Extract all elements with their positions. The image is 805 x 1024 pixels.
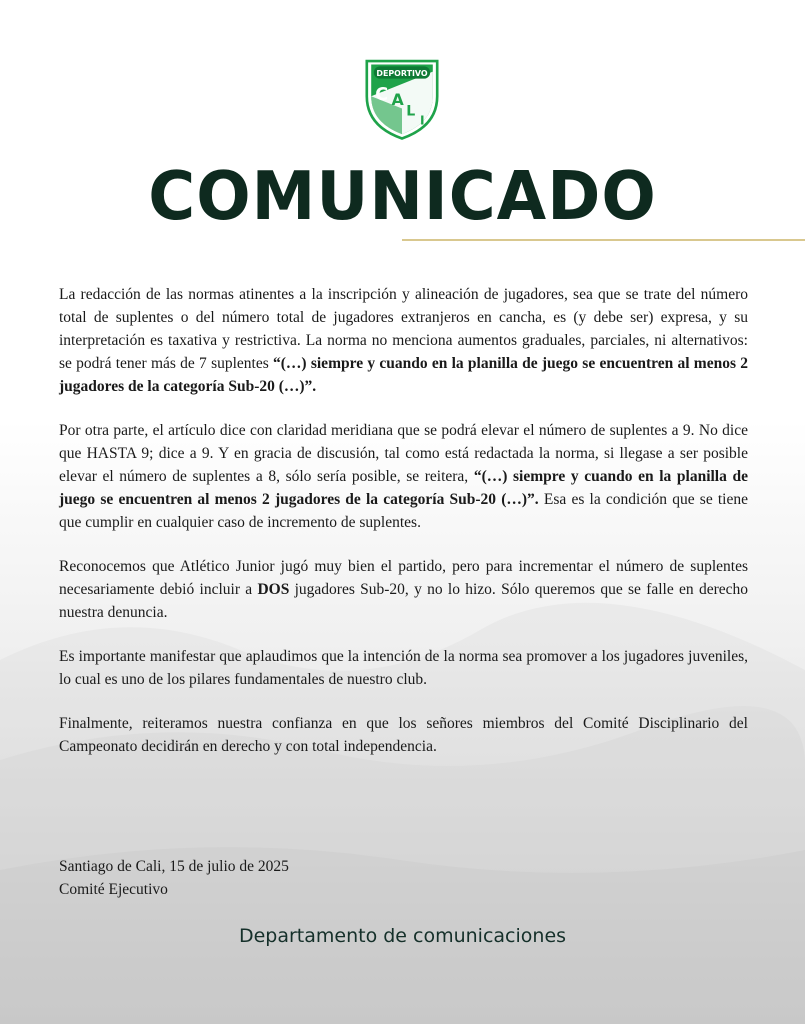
paragraph-2-text-end: Esa es la condición que se tiene que cumplir en cualquier caso de incremento de suplentes. xyxy=(59,491,749,531)
paragraph-3-text-end: jugadores Sub-20, y no lo hizo. Sólo queremos que se falle en derecho nuestra denuncia. xyxy=(59,581,748,621)
crest-letter-l: L xyxy=(406,103,416,120)
crest-letter-i: I xyxy=(419,113,425,128)
signer: Comité Ejecutivo xyxy=(59,881,168,898)
paragraph-3 xyxy=(59,555,748,624)
deportivo-cali-crest-logo xyxy=(358,54,446,142)
crest-letter-c: C xyxy=(375,84,389,105)
page-title: COMUNICADO xyxy=(148,158,657,236)
department-footer: Departamento de comunicaciones xyxy=(238,925,567,947)
paragraph-2-text: Por otra parte, el artículo dice con claridad meridiana que se podrá elevar el número de suplentes a 9. No dice que HASTA 9; dice a 9. Y en gracia de discusión, tal como está redactada la norma, si llegase a ser posible elevar el número de suplentes a 8, sólo sería posible, se reitera, xyxy=(59,422,748,485)
paragraph-1-quote: “(…) siempre y cuando en la planilla de juego se encuentren al menos 2 jugadores de la categoría Sub-20 (…)”. xyxy=(59,355,748,395)
paragraph-1-text: La redacción de las normas atinentes a la inscripción y alineación de jugadores, sea que se trate del número total de suplentes o del número total de jugadores extranjeros en cancha, es (y debe ser) expresa, y su interpretación es taxativa y restrictiva. La norma no menciona aumentos graduales, parciales, ni alternativos: se podrá tener más de 7 suplentes xyxy=(59,286,748,372)
paragraph-5-text: Finalmente, reiteramos nuestra confianza en que los señores miembros del Comité Disciplinario del Campeonato decidirán en derecho y con total independencia. xyxy=(59,715,748,755)
signature-block xyxy=(59,855,289,901)
paragraph-3-emphasis: DOS xyxy=(257,581,290,598)
crest-letter-a: A xyxy=(391,90,404,110)
paragraph-2-quote: “(…) siempre y cuando en la planilla de juego se encuentren al menos 2 jugadores de la categoría Sub-20 (…)”. xyxy=(59,468,748,508)
paragraph-4 xyxy=(59,645,748,691)
paragraph-4-text: Es importante manifestar que aplaudimos que la intención de la norma sea promover a los jugadores juveniles, lo cual es uno de los pilares fundamentales de nuestro club. xyxy=(59,648,748,688)
crest-top-text: DEPORTIVO xyxy=(376,69,428,78)
paragraph-1 xyxy=(59,283,748,398)
place-date: Santiago de Cali, 15 de julio de 2025 xyxy=(59,858,289,875)
statement-body xyxy=(59,283,748,779)
paragraph-2 xyxy=(59,419,748,534)
accent-divider xyxy=(402,239,805,241)
paragraph-5 xyxy=(59,712,748,758)
paragraph-3-text: Reconocemos que Atlético Junior jugó muy bien el partido, pero para incrementar el número de suplentes necesariamente debió incluir a xyxy=(59,558,748,598)
